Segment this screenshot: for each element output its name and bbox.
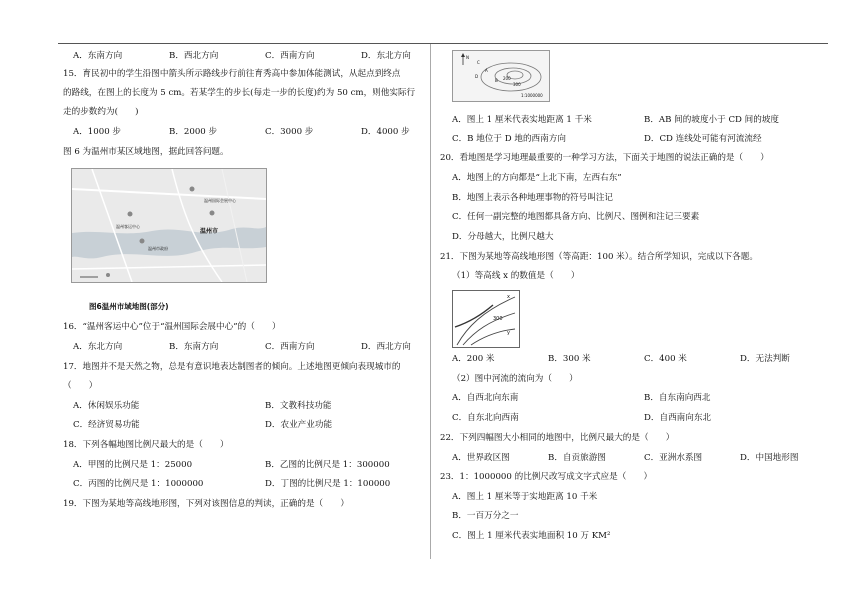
q21-1-option-d[interactable]: D．无法判断: [740, 354, 790, 364]
q16-text: 16．“温州客运中心”位于“温州国际会展中心”的（ ）: [63, 322, 281, 332]
top-rule: [58, 43, 828, 44]
q15-line2: 的路线，在图上的长度为 5 cm。若某学生的步长(每走一步的长度)约为 50 cm，则他实际行: [63, 88, 416, 98]
map-label-expo: 温州国际会展中心: [204, 198, 236, 203]
fig6-intro: 图 6 为温州市某区域地图，据此回答问题。: [63, 147, 229, 157]
q19-label-a: A: [485, 68, 488, 73]
q14-option-d[interactable]: D．东北方向: [361, 51, 411, 61]
q23-option-b[interactable]: B．一百万分之一: [452, 511, 519, 521]
wenzhou-map: [71, 168, 267, 283]
q19-label-b: B: [495, 78, 498, 83]
q21-1-option-a[interactable]: A．200 米: [452, 354, 495, 364]
q20-option-a[interactable]: A．地图上的方向都是“上北下南，左西右东”: [452, 173, 622, 183]
q22-text: 22．下列四幅图大小相同的地图中，比例尺最大的是（ ）: [440, 433, 675, 443]
q21-options1: [440, 355, 820, 369]
map-label-gov: 温州市政府: [148, 246, 168, 251]
q21-options2-row1: [440, 394, 820, 408]
q23-option-c[interactable]: C．图上 1 厘米代表实地面积 10 万 KM²: [452, 531, 611, 541]
q20-option-d[interactable]: D．分母越大，比例尺越大: [452, 232, 554, 242]
map-city-label: 温州市: [200, 228, 219, 235]
q17-option-d[interactable]: D．农业产业功能: [265, 420, 333, 430]
q19-option-b[interactable]: B．AB 间的坡度小于 CD 间的坡度: [644, 115, 780, 125]
q23-option-a[interactable]: A．图上 1 厘米等于实地距离 10 千米: [452, 492, 598, 502]
q21-1-option-c[interactable]: C．400 米: [644, 354, 687, 364]
q18-options-row2: [63, 480, 423, 494]
q18-option-b[interactable]: B．乙图的比例尺是 1：300000: [265, 460, 390, 470]
q16-option-b[interactable]: B．东南方向: [169, 342, 219, 352]
wenzhou-map-graphic: [72, 169, 266, 282]
q20-option-b[interactable]: B．地图上表示各种地理事物的符号叫注记: [452, 193, 614, 203]
q15-option-a[interactable]: A．1000 步: [73, 127, 121, 137]
q16-option-a[interactable]: A．东北方向: [73, 342, 123, 352]
q17-line1: 17．地图并不是天然之物，总是有意识地表达制图者的倾向。上述地图更倾向表现城市的: [63, 362, 401, 372]
map-label-coach: 温州客运中心: [116, 224, 140, 229]
q19-option-a[interactable]: A．图上 1 厘米代表实地距离 1 千米: [452, 115, 592, 125]
q18-option-a[interactable]: A．甲图的比例尺是 1：25000: [73, 460, 193, 470]
q16-option-c[interactable]: C．西南方向: [265, 342, 315, 352]
q19-options-row2: [440, 135, 820, 149]
q21-label-y: y: [507, 330, 510, 336]
q19-label-300: 300: [513, 82, 521, 87]
q15-option-b[interactable]: B．2000 步: [169, 127, 218, 137]
q22-option-c[interactable]: C．亚洲水系图: [644, 453, 703, 463]
q15-options: [63, 128, 423, 142]
q21-contour-map: [452, 290, 520, 348]
q15-line1: 15．育民初中的学生沿图中箭头所示路线步行前往育秀高中参加体能测试，从起点到终点: [63, 69, 401, 79]
q21-2-option-b[interactable]: B．自东南向西北: [644, 393, 711, 403]
q21-1-option-b[interactable]: B．300 米: [548, 354, 591, 364]
q21-2-option-a[interactable]: A．自西北向东南: [452, 393, 519, 403]
q23-text: 23．1：1000000 的比例尺改写成文字式应是（ ）: [440, 472, 653, 482]
q22-option-a[interactable]: A．世界政区图: [452, 453, 510, 463]
q19-label-d: D: [475, 74, 479, 79]
q21-text: 21．下图为某地等高线地形图（等高距：100 米）。结合所学知识，完成以下各题。: [440, 252, 758, 262]
q19-label-200: 200: [503, 76, 511, 81]
q19-label-c: C: [477, 60, 480, 65]
q14-option-b[interactable]: B．西北方向: [169, 51, 219, 61]
q21-sub1: （1）等高线 x 的数值是（ ）: [452, 271, 580, 281]
q21-label-x: x: [507, 294, 510, 300]
q19-north: N: [466, 55, 469, 60]
q18-option-d[interactable]: D．丁图的比例尺是 1：100000: [265, 479, 391, 489]
q19-scale: 1:1000000: [521, 93, 543, 98]
q19-options-row1: [440, 116, 820, 130]
q22-option-b[interactable]: B．自贡旅游图: [548, 453, 606, 463]
q18-option-c[interactable]: C．丙图的比例尺是 1：1000000: [73, 479, 204, 489]
q21-2-option-d[interactable]: D．自西南向东北: [644, 413, 712, 423]
q20-option-c[interactable]: C．任何一副完整的地图都具备方向、比例尺、图例和注记三要素: [452, 212, 700, 222]
q18-options-row1: [63, 461, 423, 475]
q15-option-d[interactable]: D．4000 步: [361, 127, 410, 137]
q20-text: 20．看地图是学习地理最重要的一种学习方法，下面关于地图的说法正确的是（ ）: [440, 153, 769, 163]
q14-option-a[interactable]: A．东南方向: [73, 51, 123, 61]
q21-sub2: （2）图中河流的流向为（ ）: [452, 374, 578, 384]
q17-option-b[interactable]: B．文教科技功能: [265, 401, 332, 411]
q16-options: [63, 343, 423, 357]
q19-contour-map: [452, 50, 550, 102]
q15-line3: 走的步数约为( ): [63, 107, 139, 117]
q14-option-c[interactable]: C．西南方向: [265, 51, 315, 61]
q19-text: 19．下图为某地等高线地形图，下列对该图信息的判读，正确的是（ ）: [63, 499, 349, 509]
q17-option-c[interactable]: C．经济贸易功能: [73, 420, 140, 430]
q17-line2: （ ）: [63, 381, 98, 391]
q16-option-d[interactable]: D．西北方向: [361, 342, 411, 352]
q19-option-d[interactable]: D．CD 连线处可能有河流流经: [644, 134, 762, 144]
q14-options: [63, 52, 423, 66]
q22-options: [440, 454, 820, 468]
q18-text: 18．下列各幅地图比例尺最大的是（ ）: [63, 440, 229, 450]
q17-options-row2: [63, 421, 423, 435]
q22-option-d[interactable]: D．中国地形图: [740, 453, 799, 463]
column-divider: [430, 44, 431, 559]
q17-options-row1: [63, 402, 423, 416]
fig6-caption: 图6温州市域地图(部分): [89, 302, 169, 311]
q19-option-c[interactable]: C．B 地位于 D 地的西南方向: [452, 134, 566, 144]
q15-option-c[interactable]: C．3000 步: [265, 127, 314, 137]
q21-label-300: 300: [493, 316, 503, 322]
q21-2-option-c[interactable]: C．自东北向西南: [452, 413, 519, 423]
q21-options2-row2: [440, 414, 820, 428]
q17-option-a[interactable]: A．休闲娱乐功能: [73, 401, 140, 411]
